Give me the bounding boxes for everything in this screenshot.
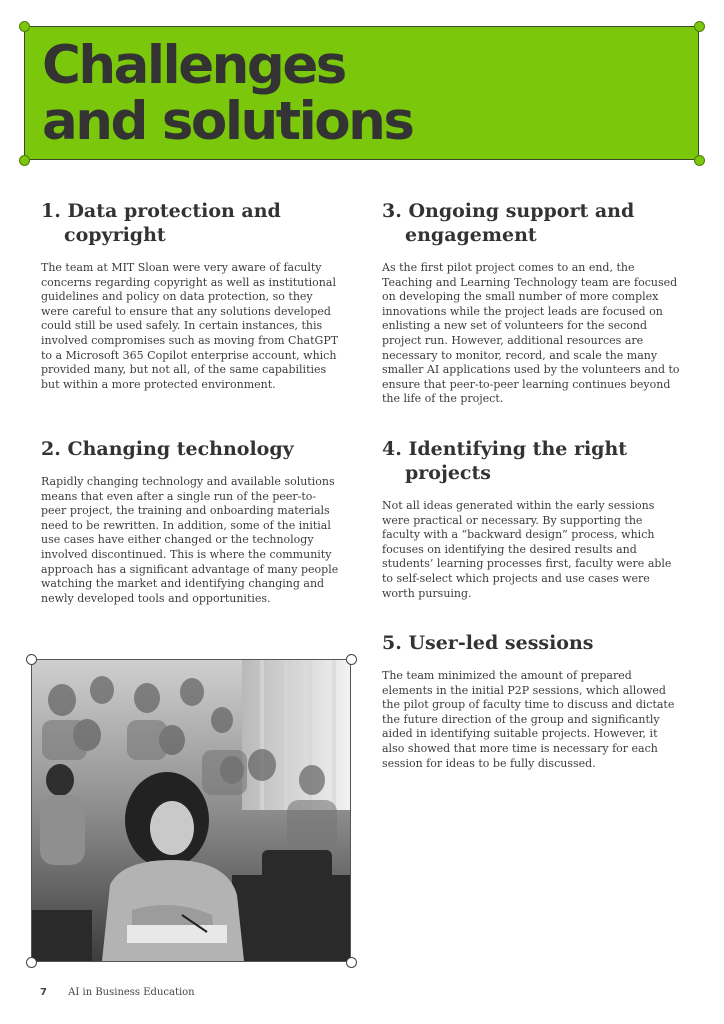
classroom-photo-illustration — [32, 660, 350, 961]
section-user-led-sessions — [382, 631, 682, 771]
section-heading: 2. Changing technology — [41, 438, 294, 460]
corner-handle — [19, 155, 30, 166]
page-title-line-1: Challenges — [42, 35, 345, 96]
corner-handle — [694, 155, 705, 166]
corner-handle — [346, 957, 357, 968]
corner-handle — [26, 957, 37, 968]
section-changing-technology — [41, 437, 341, 606]
section-heading: 1. Data protection and copyright — [41, 200, 281, 246]
section-data-protection — [41, 199, 341, 392]
section-body: The team at MIT Sloan were very aware of faculty concerns regarding copyright as well as institutional guidelines and policy on data protection, so they were careful to ensure that any solutions developed could still be used safely. In certain instances, this involved compromises such as moving from ChatGPT to a Microsoft 365 Copilot enterprise account, which provided many, but not all, of the same capabilities but within a more protected environment. — [41, 261, 339, 391]
corner-handle — [26, 654, 37, 665]
section-heading: 5. User-led sessions — [382, 632, 594, 654]
page-footer — [40, 987, 195, 998]
section-body: As the first pilot project comes to an end, the Teaching and Learning Technology team are focused on developing the small number of more complex innovations while the project leads are focused on enlisting a new set of volunteers for the second project run. However, additional resources are necessary to monitor, record, and scale the many smaller AI applications used by the volunteers and to ensure that peer-to-peer learning continues beyond the life of the project. — [382, 261, 680, 406]
section-heading: 4. Identifying the right projects — [382, 438, 628, 484]
corner-handle — [19, 21, 30, 32]
classroom-photo — [31, 659, 351, 962]
page-number: 7 — [40, 987, 47, 998]
section-body: Rapidly changing technology and available solutions means that even after a single run of the peer-to-peer project, the training and onboarding materials need to be rewritten. In addition, some of the initial use cases have either changed or the technology involved discontinued. This is where the community approach has a significant advantage of many people watching the market and identifying changing and newly developed tools and opportunities. — [41, 475, 339, 605]
section-body: The team minimized the amount of prepared elements in the initial P2P sessions, which allowed the pilot group of faculty time to discuss and dictate the future direction of the group and significantly aided in identifying suitable projects. However, it also showed that more time is necessary for each session for ideas to be fully discussed. — [382, 669, 675, 770]
corner-handle — [346, 654, 357, 665]
section-ongoing-support — [382, 199, 682, 407]
publication-title: AI in Business Education — [68, 987, 195, 998]
section-heading: 3. Ongoing support and engagement — [382, 200, 635, 246]
page-title-line-2: and solutions — [42, 91, 413, 152]
section-body: Not all ideas generated within the early sessions were practical or necessary. By supporting the faculty with a “backward design” process, which focuses on identifying the desired results and students’ learning processes first, faculty were able to self-select which projects and use cases were worth pursuing. — [382, 499, 672, 600]
section-identifying-projects — [382, 437, 682, 601]
corner-handle — [694, 21, 705, 32]
page-title — [42, 35, 413, 152]
